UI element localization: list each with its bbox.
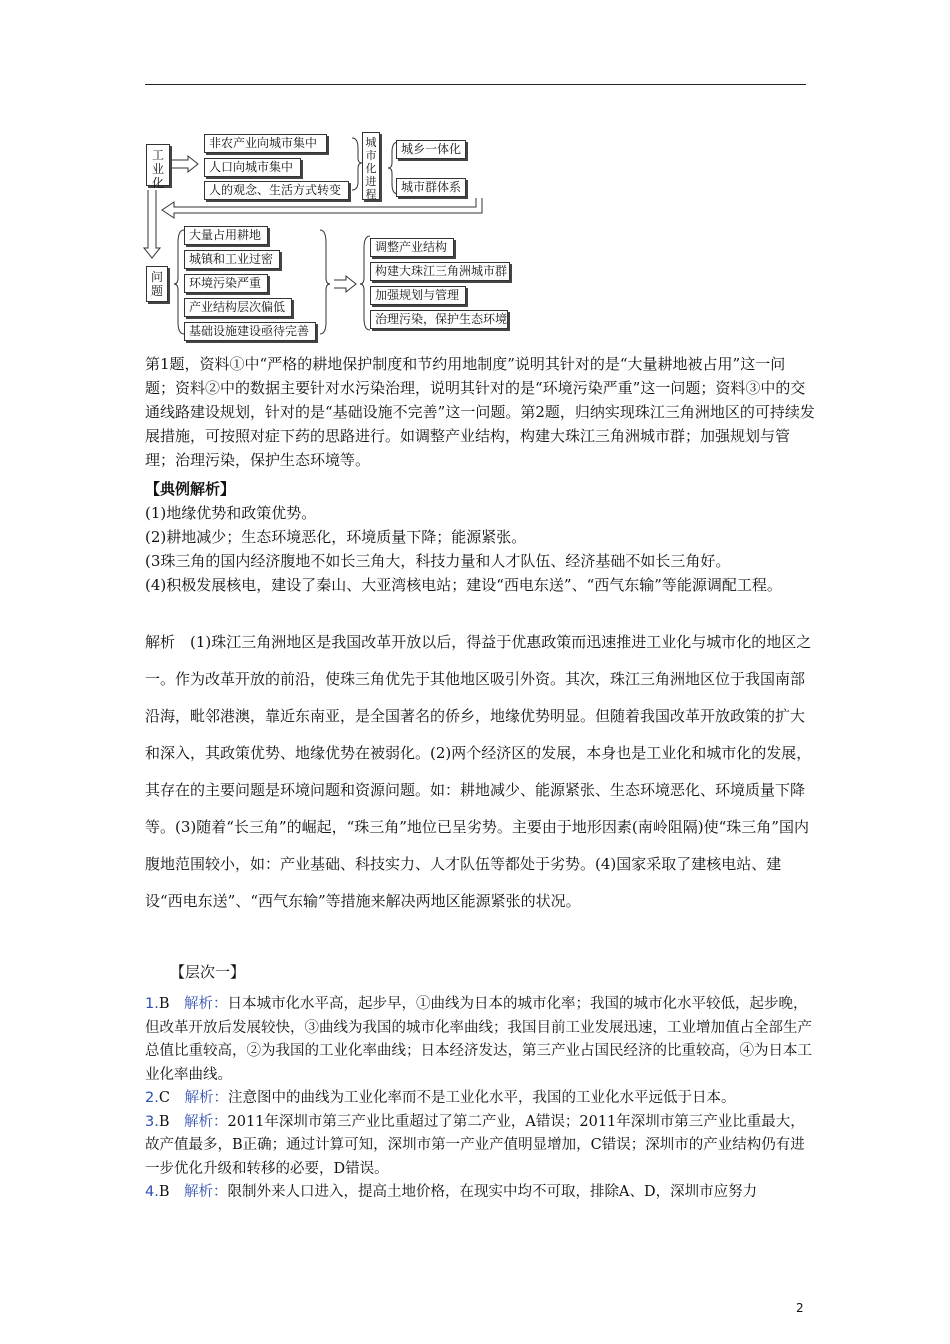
item-3-label: 解析： xyxy=(184,1113,228,1130)
industrialization-box xyxy=(146,144,170,190)
example-heading: 【典例解析】 xyxy=(145,480,236,498)
item-4-label: 解析： xyxy=(184,1184,228,1200)
item-2-answer: C xyxy=(158,1090,170,1106)
measure-item-2: 构建大珠江三角洲城市群 xyxy=(370,262,510,281)
item-4-answer: B xyxy=(158,1184,170,1200)
answer-4: (4)积极发展核电，建设了秦山、大亚湾核电站；建设“西电东送”、“西气东输”等能源调配工程。 xyxy=(145,576,782,594)
example-answers xyxy=(145,477,815,597)
intro-text: 第1题，资料①中“严格的耕地保护制度和节约用地制度”说明其针对的是“大量耕地被占用”这一问题；资料②中的数据主要针对水污染治理，说明其针对的是“环境污染严重”这一问题；资料③中的交通线路建设规划，针对的是“基础设施不完善”这一问题。第2题，归纳实现珠江三角洲地区的可持续发展措施，可按照对症下药的思路进行。如调整产业结构，构建大珠江三角洲城市群；加强规划与管理；治理污染，保护生态环境等。 xyxy=(145,355,815,469)
item-1 xyxy=(145,993,815,1087)
item-2-label: 解析： xyxy=(184,1090,228,1106)
problem-item-3: 环境污染严重 xyxy=(184,274,268,293)
problem-item-4: 产业结构层次偏低 xyxy=(184,298,292,317)
item-2-number: 2. xyxy=(145,1090,159,1106)
item-1-text: 日本城市化水平高，起步早，①曲线为日本的城市化率；我国的城市化水平较低，起步晚，但改革开放后发展较快，③曲线为我国的城市化率曲线；我国目前工业发展迅速，工业增加值占全部生产总值比重较高，②为我国的工业化率曲线；日本经济发达，第三产业占国民经济的比重较高，④为日本工业化率曲线。 xyxy=(145,996,812,1083)
problem-box xyxy=(146,266,168,302)
item-1-number: 1. xyxy=(145,996,159,1012)
measure-item-4: 治理污染，保护生态环境 xyxy=(370,310,508,329)
item-3-answer: B xyxy=(158,1113,170,1130)
item-2 xyxy=(145,1087,815,1111)
measure-item-1: 调整产业结构 xyxy=(370,238,454,257)
analysis-paragraph xyxy=(145,624,815,920)
item-1-answer: B xyxy=(158,996,170,1012)
industrialization-urbanization-diagram xyxy=(140,128,520,340)
header-rule xyxy=(145,84,806,85)
right-box-1: 城乡一体化 xyxy=(396,140,466,159)
answer-3: (3珠三角的国内经济腹地不如长三角大，科技力量和人才队伍、经济基础不如长三角好。 xyxy=(145,552,731,570)
item-4-number: 4. xyxy=(145,1184,159,1200)
item-1-label: 解析： xyxy=(184,996,228,1012)
top-box-1: 非农产业向城市集中 xyxy=(204,134,327,153)
level-items xyxy=(145,993,815,1205)
answer-1: (1)地缘优势和政策优势。 xyxy=(145,504,317,522)
intro-paragraph xyxy=(145,352,815,472)
page-number: 2 xyxy=(796,1301,804,1315)
analysis-text: 解析 (1)珠江三角洲地区是我国改革开放以后，得益于优惠政策而迅速推进工业化与城市化的地区之一。作为改革开放的前沿，使珠三角优先于其他地区吸引外资。其次，珠江三角洲地区位于我国南部沿海，毗邻港澳，靠近东南亚，是全国著名的侨乡，地缘优势明显。但随着我国改革开放政策的扩大和深入，其政策优势、地缘优势在被弱化。(2)两个经济区的发展，本身也是工业化和城市化的发展，其存在的主要问题是环境问题和资源问题。如：耕地减少、能源紧张、生态环境恶化、环境质量下降等。(3)随着“长三角”的崛起，“珠三角”地位已呈劣势。主要由于地形因素(南岭阻隔)使“珠三角”国内腹地范围较小，如：产业基础、科技实力、人才队伍等都处于劣势。(4)国家采取了建核电站、建设“西电东送”、“西气东输”等措施来解决两地区能源紧张的状况。 xyxy=(145,633,812,910)
level-heading-text: 【层次一】 xyxy=(170,963,246,981)
item-3-number: 3. xyxy=(145,1113,159,1130)
item-4 xyxy=(145,1181,815,1205)
top-box-3: 人的观念、生活方式转变 xyxy=(204,181,349,200)
item-3-text: 2011年深圳市第三产业比重超过了第二产业，A错误；2011年深圳市第三产业比重最大，故产值最多，B正确；通过计算可知，深圳市第一产业产值明显增加，C错误；深圳市的产业结构仍有进一步优化升级和转移的必要，D错误。 xyxy=(145,1113,805,1177)
item-3 xyxy=(145,1111,815,1182)
measure-item-3: 加强规划与管理 xyxy=(370,286,466,305)
problem-item-2: 城镇和工业过密 xyxy=(184,250,280,269)
item-2-text: 注意图中的曲线为工业化率而不是工业化水平，我国的工业化水平远低于日本。 xyxy=(227,1090,736,1106)
problem-item-1: 大量占用耕地 xyxy=(184,226,268,245)
problem-label: 问 题 xyxy=(150,270,163,298)
item-4-text: 限制外来人口进入，提高土地价格，在现实中均不可取，排除A、D，深圳市应努力 xyxy=(227,1184,758,1200)
top-box-2: 人口向城市集中 xyxy=(204,158,301,177)
urbanization-process-box xyxy=(362,132,380,200)
problem-item-5: 基础设施建设亟待完善 xyxy=(184,322,316,341)
urbanization-process-label: 城 市 化 进 程 xyxy=(365,136,377,201)
right-box-2: 城市群体系 xyxy=(396,178,466,197)
answer-2: (2)耕地减少；生态环境恶化，环境质量下降；能源紧张。 xyxy=(145,528,527,546)
industrialization-label: 工 业 化 xyxy=(151,148,164,190)
level-heading xyxy=(170,960,470,984)
